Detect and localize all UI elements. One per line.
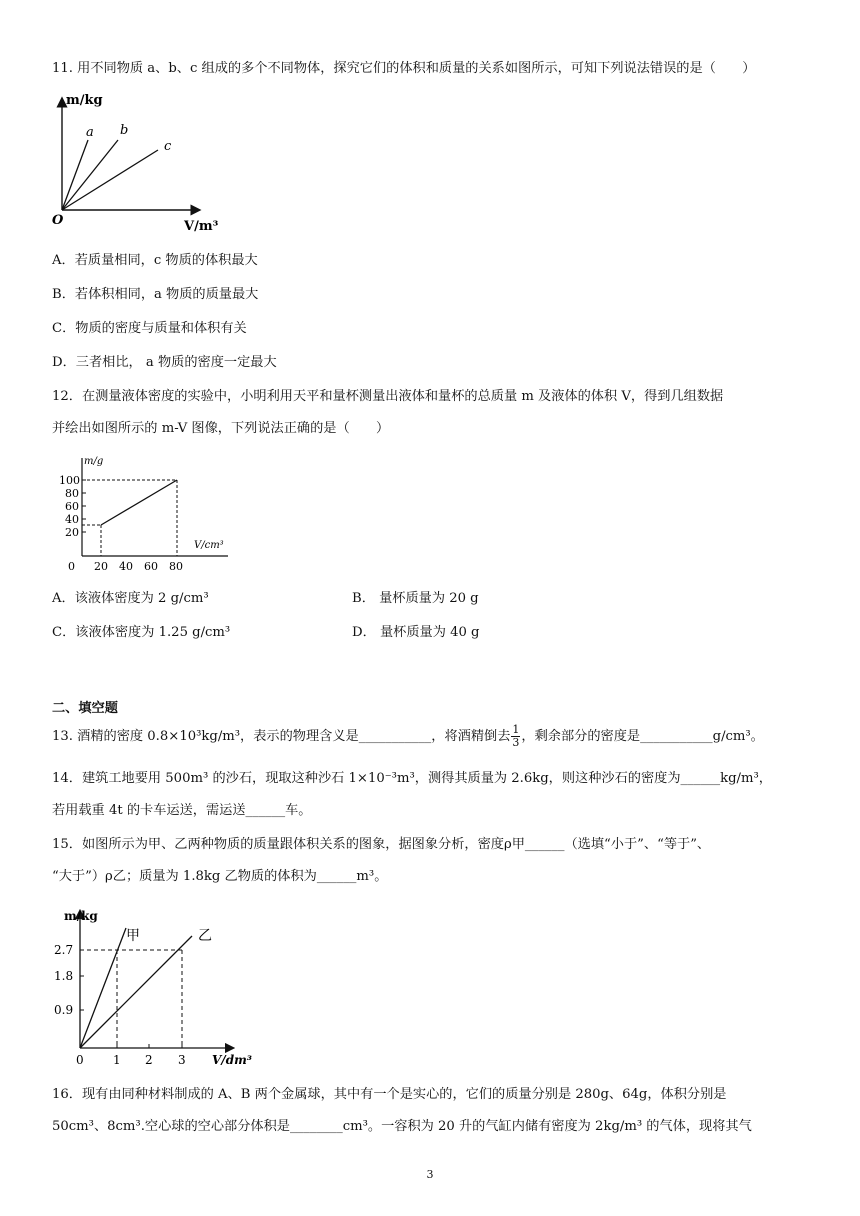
q11-option-c: C．物质的密度与质量和体积有关 [52,321,247,336]
q11-option-d: D．三者相比， a 物质的密度一定最大 [52,355,277,370]
q15-line1: 15．如图所示为甲、乙两种物质的质量跟体积关系的图象，据图象分析，密度ρ甲______（选填“小于”、“等于”、 [52,837,711,852]
q15-xtick-3: 3 [178,1053,186,1067]
q11-line-b-label: b [120,123,129,138]
q12-option-b: B． 量杯质量为 20 g [352,591,479,606]
q13-frac-den: 3 [512,736,520,749]
q15-xlabel: V/dm³ [212,1053,253,1067]
q12-option-a: A．该液体密度为 2 g/cm³ [52,591,209,606]
q13-fraction [511,724,520,749]
q11-graph [48,88,238,238]
q13-line [52,724,764,749]
q12-ytick-80: 80 [65,487,79,500]
q15-graph [50,900,260,1068]
q12-stem-line2: 并绘出如图所示的 m-V 图像，下列说法正确的是（ ） [52,421,390,436]
q15-ytick-1.8: 1.8 [54,969,74,983]
q15-ytick-2.7: 2.7 [54,943,74,957]
q12-ytick-100: 100 [59,474,80,487]
q12-xtick-60: 60 [144,560,158,573]
q12-xlabel: V/cm³ [194,540,224,551]
q12-ylabel: m/g [84,456,104,467]
q12-xtick-40: 40 [119,560,133,573]
q11-line-c-label: c [164,139,172,154]
q12-xtick-80: 80 [169,560,183,573]
q13-part1: 13. 酒精的密度 0.8×10³kg/m³，表示的物理含义是___________，将酒精倒去 [52,729,511,744]
q15-xtick-2: 2 [145,1053,153,1067]
q14-line2: 若用载重 4t 的卡车运送，需运送______车。 [52,803,312,818]
q12-ytick-60: 60 [65,500,79,513]
q15-xtick-0: 0 [76,1053,84,1067]
page-number: 3 [426,1168,434,1181]
q16-line1: 16．现有由同种材料制成的 A、B 两个金属球，其中有一个是实心的，它们的质量分别是 280g、64g，体积分别是 [52,1087,727,1102]
section-fill-blank-heading: 二、填空题 [52,701,118,716]
q11-line-a-label: a [86,125,94,140]
q12-xtick-0: 0 [68,560,75,573]
q15-ytick-0.9: 0.9 [54,1003,74,1017]
q11-ylabel: m/kg [66,93,103,108]
q11-xlabel: V/m³ [184,219,219,234]
q15-series-jia: 甲 [126,928,140,944]
q12-stem-line1: 12．在测量液体密度的实验中，小明利用天平和量杯测量出液体和量杯的总质量 m 及液体的体积 V，得到几组数据 [52,389,724,404]
q11-option-a: A．若质量相同，c 物质的体积最大 [52,253,258,268]
q11-option-b: B．若体积相同，a 物质的质量最大 [52,287,259,302]
q15-xtick-1: 1 [113,1053,121,1067]
q12-option-c: C．该液体密度为 1.25 g/cm³ [52,625,231,640]
q12-option-d: D． 量杯质量为 40 g [352,625,480,640]
q15-line2: “大于”）ρ乙；质量为 1.8kg 乙物质的体积为______m³。 [52,869,388,884]
q12-xtick-20: 20 [94,560,108,573]
q12-ytick-20: 20 [65,526,79,539]
q11-origin: O [52,213,64,228]
q16-line2: 50cm³、8cm³.空心球的空心部分体积是________cm³。一容积为 20 升的气缸内储有密度为 2kg/m³ 的气体，现将其气 [52,1119,752,1134]
q12-graph [48,450,248,574]
q14-line1: 14．建筑工地要用 500m³ 的沙石，现取这种沙石 1×10⁻³m³，测得其质量为 2.6kg，则这种沙石的密度为______kg/m³， [52,771,772,786]
q13-frac-num: 1 [512,723,520,736]
q13-part2: ，剩余部分的密度是___________g/cm³。 [521,729,764,744]
q15-ylabel: m/kg [64,909,98,923]
q15-series-yi: 乙 [198,928,212,944]
q11-stem: 11. 用不同物质 a、b、c 组成的多个不同物体，探究它们的体积和质量的关系如图所示，可知下列说法错误的是（ ） [52,61,756,76]
q12-ytick-40: 40 [65,513,79,526]
